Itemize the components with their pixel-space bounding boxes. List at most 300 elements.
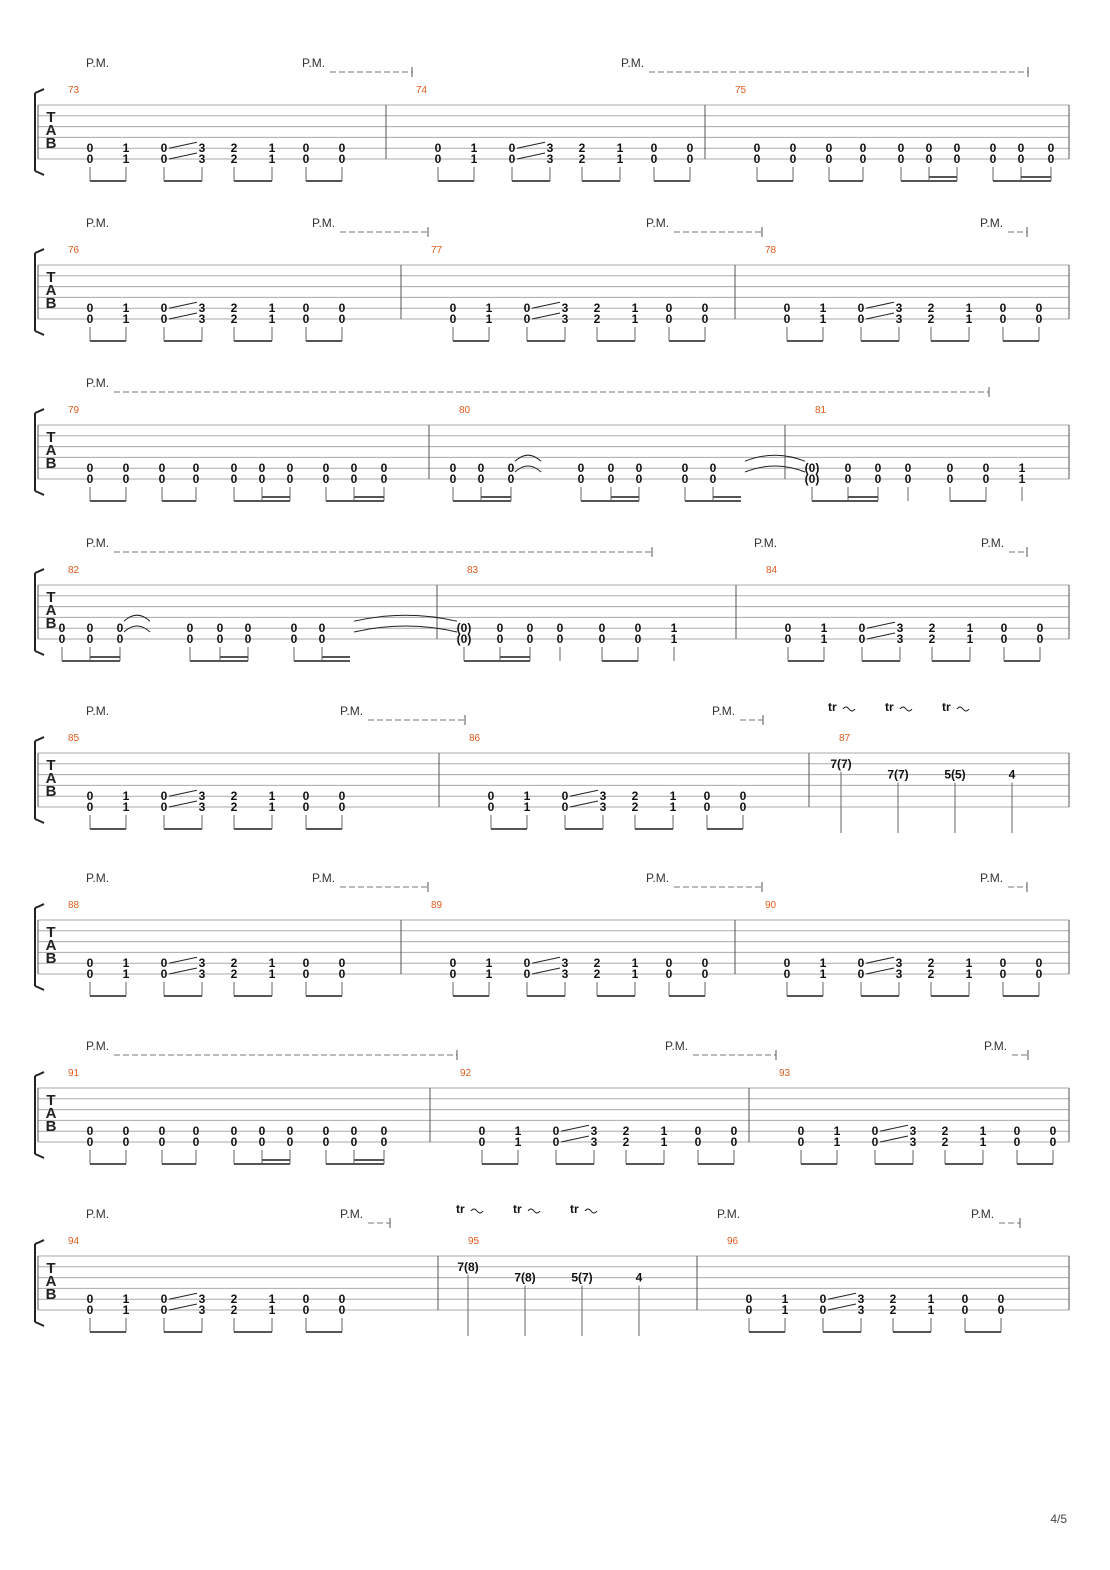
fret-number: 3	[857, 1303, 865, 1317]
bracket-top-hook	[35, 1240, 44, 1244]
fret-number: 2	[230, 1292, 238, 1307]
fret-number: 2	[622, 1124, 630, 1139]
fret-number: 0	[730, 1124, 738, 1139]
fret-number: 0	[290, 621, 298, 636]
fret-number: 1	[927, 1303, 935, 1317]
fret-number: 0	[1049, 1124, 1057, 1139]
fret-number: 0	[686, 152, 694, 166]
tab-clef-letter: T	[46, 269, 56, 286]
fret-number: 0	[526, 632, 534, 646]
tie-arc	[745, 466, 805, 472]
fret-number: 1	[669, 789, 677, 804]
measure-96	[727, 1236, 1005, 1332]
fret-number: 1	[268, 1292, 276, 1307]
fret-number: 0	[86, 956, 94, 971]
fret-number: 0	[434, 152, 442, 166]
measure-number: 96	[727, 1236, 739, 1247]
fret-number: 0	[523, 956, 531, 971]
fret-number: 0	[789, 141, 797, 156]
fret-number: 0	[1047, 152, 1055, 166]
measure-93	[779, 1068, 1057, 1164]
fret-number: 0	[338, 1303, 346, 1317]
tab-clef-letter: T	[46, 109, 56, 126]
palm-mute-label: P.M.	[86, 1207, 110, 1221]
measure-78	[765, 245, 1043, 341]
fret-number: (0)	[456, 621, 472, 636]
fret-number: 2	[631, 789, 639, 804]
fret-number: 0	[1017, 141, 1025, 156]
fret-number: 1	[268, 141, 276, 156]
fret-number: 0	[338, 800, 346, 814]
fret-number: 0	[449, 956, 457, 971]
fret-number: 1	[122, 956, 130, 971]
fret-number: 0	[380, 1124, 388, 1139]
fret-number: 0	[286, 1124, 294, 1139]
fret-number: 1	[268, 301, 276, 316]
fret-number: 0	[290, 632, 298, 646]
tie-arc	[515, 455, 541, 461]
fret-number: 0	[508, 141, 516, 156]
fret-number: 0	[701, 956, 709, 971]
trill-mark: tr	[570, 1202, 579, 1216]
fret-number: 0	[1035, 956, 1043, 971]
fret-number: 0	[825, 141, 833, 156]
tab-clef-letter: A	[45, 442, 57, 459]
tab-clef-letter: B	[45, 783, 57, 800]
fret-number: 0	[477, 461, 485, 476]
fret-number: 2	[889, 1292, 897, 1307]
fret-number: 0	[874, 472, 882, 486]
fret-number: 0	[380, 461, 388, 476]
fret-number: 3	[599, 800, 607, 814]
fret-number: 1	[485, 301, 493, 316]
fret-number: 0	[478, 1135, 486, 1149]
tab-clef-letter: T	[46, 589, 56, 606]
fret-number: 3	[561, 967, 569, 981]
fret-number: 1	[122, 789, 130, 804]
fret-number: 0	[739, 800, 747, 814]
fret-number: 1	[1018, 461, 1026, 476]
fret-number: 1	[616, 152, 624, 166]
fret-number: 3	[895, 301, 903, 316]
fret-number: 3	[198, 800, 206, 814]
fret-number: 0	[709, 472, 717, 486]
fret-number: 0	[552, 1135, 560, 1149]
fret-number: 0	[116, 632, 124, 646]
measure-91	[68, 1068, 388, 1164]
trill-mark: tr	[456, 1202, 465, 1216]
fret-number: 0	[650, 152, 658, 166]
fret-number: 0	[116, 621, 124, 636]
fret-number: 0	[244, 621, 252, 636]
fret-number: 1	[660, 1135, 668, 1149]
fret-number: 0	[703, 800, 711, 814]
fret-number: 0	[192, 1124, 200, 1139]
trill-wavy-icon	[471, 1209, 483, 1213]
measure-75	[735, 85, 1055, 181]
fret-number: 0	[1000, 621, 1008, 636]
fret-number: 0	[989, 152, 997, 166]
fret-number: 1	[631, 956, 639, 971]
fret-number: 0	[160, 800, 168, 814]
fret-number: 0	[1047, 141, 1055, 156]
fret-number: 0	[158, 1135, 166, 1149]
slide-mark	[169, 302, 197, 308]
fret-number: 0	[1035, 312, 1043, 326]
fret-number: 0	[701, 301, 709, 316]
tab-system	[35, 216, 1069, 341]
fret-number: 1	[470, 152, 478, 166]
measure-73	[68, 85, 346, 181]
measure-number: 75	[735, 85, 747, 96]
fret-number: 0	[946, 461, 954, 476]
palm-mute-label: P.M.	[312, 871, 336, 885]
fret-number: 2	[230, 967, 238, 981]
fret-number: 1	[670, 621, 678, 636]
fret-number: 0	[302, 141, 310, 156]
fret-number: 0	[703, 789, 711, 804]
fret-number: 0	[561, 800, 569, 814]
fret-number: 0	[380, 1135, 388, 1149]
fret-number: 0	[1049, 1135, 1057, 1149]
fret-number: 0	[86, 301, 94, 316]
slide-mark	[570, 801, 598, 807]
fret-number: 0	[86, 632, 94, 646]
fret-number: 0	[258, 1135, 266, 1149]
fret-number: 0	[844, 472, 852, 486]
fret-number: 0	[858, 632, 866, 646]
fret-number: 1	[268, 312, 276, 326]
fret-number: 0	[897, 141, 905, 156]
fret-number: 0	[160, 789, 168, 804]
fret-number: 1	[122, 800, 130, 814]
fret-number: 0	[318, 632, 326, 646]
measure-95	[457, 1236, 642, 1336]
measure-number: 92	[460, 1068, 472, 1079]
measure-88	[68, 900, 346, 996]
fret-number: 1	[670, 632, 678, 646]
fret-number: 0	[904, 472, 912, 486]
trill-mark: tr	[828, 700, 837, 714]
tie-arc	[354, 615, 457, 621]
fret-number: 0	[686, 141, 694, 156]
tab-system	[35, 56, 1069, 181]
fret-number: 1	[833, 1135, 841, 1149]
palm-mute-label: P.M.	[984, 1039, 1008, 1053]
measure-number: 76	[68, 245, 80, 256]
fret-number: 1	[122, 967, 130, 981]
palm-mute-label: P.M.	[86, 536, 110, 550]
fret-number: 3	[561, 312, 569, 326]
fret-number: 0	[783, 312, 791, 326]
fret-number: 3	[198, 301, 206, 316]
slide-mark	[169, 142, 197, 148]
fret-number: 2	[593, 301, 601, 316]
tab-clef-letter: B	[45, 135, 57, 152]
palm-mute-label: P.M.	[302, 56, 326, 70]
fret-number: 0	[999, 312, 1007, 326]
fret-number: 1	[523, 789, 531, 804]
fret-number: 0	[897, 152, 905, 166]
measure-number: 77	[431, 245, 443, 256]
fret-number: 0	[989, 141, 997, 156]
fret-number: 1	[781, 1303, 789, 1317]
tab-system	[35, 1039, 1069, 1164]
fret-number: 1	[966, 621, 974, 636]
trill-wavy-icon	[585, 1209, 597, 1213]
fret-number: 1	[122, 312, 130, 326]
fret-number: 0	[857, 956, 865, 971]
fret-number: 0	[449, 461, 457, 476]
slide-mark	[169, 1293, 197, 1299]
measure-76	[68, 245, 346, 341]
fret-number: 0	[701, 312, 709, 326]
fret-number: 2	[631, 800, 639, 814]
fret-number: (0)	[804, 472, 820, 486]
fret-number: 1	[669, 800, 677, 814]
fret-number: 0	[797, 1124, 805, 1139]
fret-number: 2	[927, 956, 935, 971]
fret-number: 4	[635, 1270, 643, 1285]
fret-number: 0	[857, 312, 865, 326]
fret-number: 3	[198, 152, 206, 166]
slide-mark	[561, 1136, 589, 1142]
fret-number: 0	[665, 301, 673, 316]
slide-mark	[828, 1293, 856, 1299]
fret-number: 0	[449, 301, 457, 316]
trill-mark: tr	[885, 700, 894, 714]
fret-number: 0	[302, 1303, 310, 1317]
fret-number: 7(8)	[457, 1259, 479, 1274]
fret-number: 0	[186, 632, 194, 646]
measure-number: 80	[459, 405, 471, 416]
fret-number: 0	[160, 301, 168, 316]
tab-system	[35, 1202, 1069, 1336]
measure-74	[416, 85, 694, 181]
fret-number: 2	[578, 152, 586, 166]
measure-number: 89	[431, 900, 443, 911]
fret-number: 1	[616, 141, 624, 156]
fret-number: 0	[753, 141, 761, 156]
fret-number: 0	[1036, 621, 1044, 636]
tab-clef-letter: T	[46, 1260, 56, 1277]
fret-number: 0	[216, 632, 224, 646]
fret-number: 2	[941, 1135, 949, 1149]
measure-number: 94	[68, 1236, 80, 1247]
fret-number: 0	[997, 1303, 1005, 1317]
slide-mark	[866, 957, 894, 963]
fret-number: 0	[86, 1135, 94, 1149]
measure-number: 91	[68, 1068, 80, 1079]
fret-number: 0	[635, 461, 643, 476]
fret-number: 0	[58, 632, 66, 646]
fret-number: 0	[86, 472, 94, 486]
measure-80	[450, 405, 805, 501]
fret-number: 0	[160, 1303, 168, 1317]
fret-number: 1	[781, 1292, 789, 1307]
fret-number: 2	[230, 1303, 238, 1317]
fret-number: 0	[338, 141, 346, 156]
fret-number: 3	[599, 789, 607, 804]
fret-number: 2	[578, 141, 586, 156]
fret-number: 0	[192, 472, 200, 486]
fret-number: 0	[158, 472, 166, 486]
fret-number: 2	[889, 1303, 897, 1317]
fret-number: 0	[874, 461, 882, 476]
fret-number: 0	[523, 967, 531, 981]
fret-number: 0	[634, 632, 642, 646]
fret-number: 0	[681, 472, 689, 486]
fret-number: 0	[302, 789, 310, 804]
fret-number: 0	[160, 152, 168, 166]
fret-number: 0	[160, 956, 168, 971]
fret-number: 2	[928, 621, 936, 636]
palm-mute-label: P.M.	[86, 56, 110, 70]
tab-clef-letter: T	[46, 924, 56, 941]
fret-number: 0	[122, 472, 130, 486]
slide-mark	[532, 968, 560, 974]
fret-number: 0	[58, 621, 66, 636]
fret-number: 0	[86, 461, 94, 476]
measure-number: 86	[469, 733, 481, 744]
bracket-bottom-hook	[35, 331, 44, 335]
fret-number: 0	[789, 152, 797, 166]
fret-number: 3	[895, 312, 903, 326]
fret-number: 0	[999, 956, 1007, 971]
fret-number: 0	[258, 1124, 266, 1139]
fret-number: 0	[694, 1124, 702, 1139]
fret-number: 0	[961, 1292, 969, 1307]
fret-number: 1	[819, 956, 827, 971]
fret-number: 0	[338, 956, 346, 971]
fret-number: 0	[350, 472, 358, 486]
measure-number: 83	[467, 565, 479, 576]
tab-clef-letter: A	[45, 1105, 57, 1122]
fret-number: 3	[909, 1124, 917, 1139]
fret-number: 1	[660, 1124, 668, 1139]
fret-number: 0	[302, 1292, 310, 1307]
fret-number: 5(7)	[571, 1270, 593, 1285]
fret-number: 0	[302, 800, 310, 814]
palm-mute-label: P.M.	[86, 704, 110, 718]
fret-number: 1	[965, 956, 973, 971]
fret-number: 3	[198, 967, 206, 981]
tie-arc	[515, 466, 541, 472]
fret-number: (0)	[456, 632, 472, 646]
fret-number: 0	[86, 1292, 94, 1307]
fret-number: 0	[322, 1135, 330, 1149]
fret-number: 0	[478, 1124, 486, 1139]
measure-number: 79	[68, 405, 80, 416]
fret-number: 0	[86, 152, 94, 166]
fret-number: 1	[819, 312, 827, 326]
fret-number: 0	[1035, 967, 1043, 981]
fret-number: 2	[230, 789, 238, 804]
fret-number: 0	[338, 789, 346, 804]
measure-85	[68, 733, 346, 829]
fret-number: 0	[997, 1292, 1005, 1307]
fret-number: 0	[523, 301, 531, 316]
fret-number: 0	[286, 461, 294, 476]
bracket-top-hook	[35, 1072, 44, 1076]
fret-number: 2	[941, 1124, 949, 1139]
tab-clef-letter: T	[46, 757, 56, 774]
fret-number: 0	[961, 1303, 969, 1317]
palm-mute-label: P.M.	[312, 216, 336, 230]
tab-system	[35, 536, 1069, 661]
fret-number: 0	[946, 472, 954, 486]
fret-number: 0	[1000, 632, 1008, 646]
bracket-top-hook	[35, 737, 44, 741]
slide-mark	[570, 790, 598, 796]
fret-number: 3	[857, 1292, 865, 1307]
fret-number: 2	[230, 956, 238, 971]
slide-mark	[517, 142, 545, 148]
fret-number: 0	[694, 1135, 702, 1149]
fret-number: 0	[230, 461, 238, 476]
fret-number: 0	[797, 1135, 805, 1149]
measure-77	[431, 245, 709, 341]
fret-number: 0	[86, 800, 94, 814]
fret-number: 0	[322, 472, 330, 486]
fret-number: 1	[966, 632, 974, 646]
fret-number: 1	[819, 967, 827, 981]
fret-number: 0	[819, 1303, 827, 1317]
measure-number: 74	[416, 85, 428, 96]
measure-number: 90	[765, 900, 777, 911]
fret-number: 0	[1013, 1124, 1021, 1139]
fret-number: 2	[927, 301, 935, 316]
fret-number: 0	[953, 152, 961, 166]
fret-number: 0	[665, 956, 673, 971]
tie-arc	[354, 626, 457, 632]
tab-system	[35, 871, 1069, 996]
fret-number: 0	[925, 152, 933, 166]
fret-number: 2	[230, 141, 238, 156]
fret-number: 0	[86, 789, 94, 804]
fret-number: 0	[302, 301, 310, 316]
fret-number: 2	[593, 956, 601, 971]
fret-number: 7(7)	[887, 767, 909, 782]
fret-number: 0	[449, 312, 457, 326]
tab-clef-letter: A	[45, 282, 57, 299]
fret-number: 1	[965, 301, 973, 316]
fret-number: 0	[449, 967, 457, 981]
trill-wavy-icon	[900, 707, 912, 711]
measure-number: 85	[68, 733, 80, 744]
palm-mute-label: P.M.	[980, 871, 1004, 885]
fret-number: 1	[514, 1135, 522, 1149]
bracket-top-hook	[35, 249, 44, 253]
tie-arc	[745, 455, 805, 461]
measure-number: 84	[766, 565, 778, 576]
palm-mute-label: P.M.	[971, 1207, 995, 1221]
fret-number: 1	[514, 1124, 522, 1139]
fret-number: 0	[477, 472, 485, 486]
fret-number: 3	[198, 956, 206, 971]
measure-84	[766, 565, 1044, 661]
fret-number: 0	[598, 632, 606, 646]
fret-number: 0	[1013, 1135, 1021, 1149]
fret-number: 3	[895, 967, 903, 981]
fret-number: 0	[607, 472, 615, 486]
fret-number: 0	[192, 1135, 200, 1149]
trill-mark: tr	[942, 700, 951, 714]
trill-wavy-icon	[843, 707, 855, 711]
fret-number: 3	[198, 1292, 206, 1307]
fret-number: 0	[701, 967, 709, 981]
fret-number: 0	[999, 301, 1007, 316]
